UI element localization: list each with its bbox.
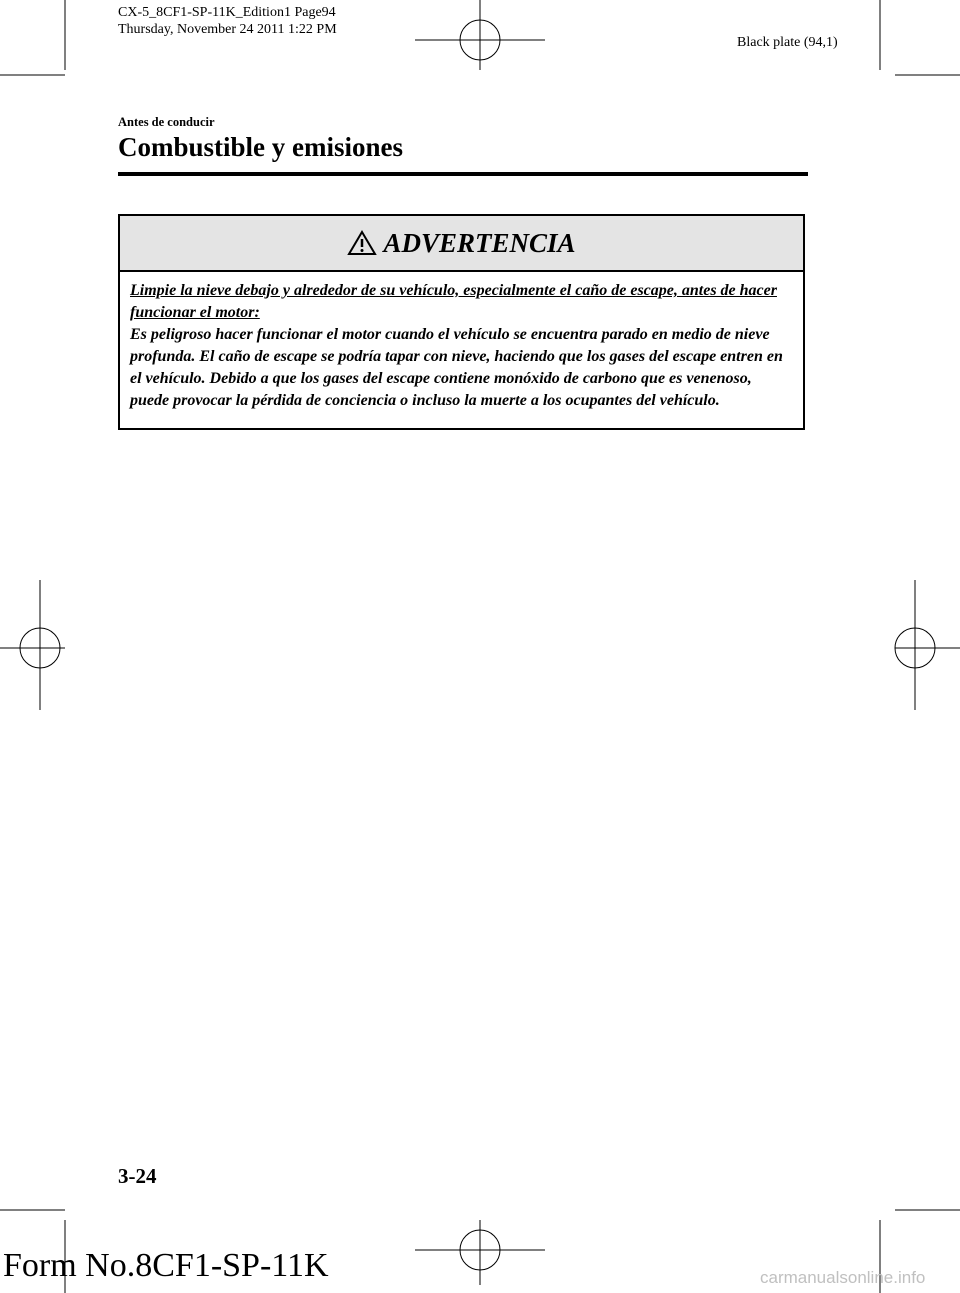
warning-header bbox=[120, 216, 803, 272]
warning-body bbox=[120, 272, 803, 412]
title-rule bbox=[118, 172, 808, 176]
warning-lead-text: Limpie la nieve debajo y alrededor de su vehículo, especialmente el caño de escape, antes de hacer funcionar el motor: bbox=[130, 282, 777, 321]
warning-body-text: Es peligroso hacer funcionar el motor cuando el vehículo se encuentra parado en medio de nieve profunda. El caño de escape se podría tapar con nieve, haciendo que los gases del escape entren en el vehículo. Debido a que los gases del escape contiene monóxido de carbono que es venenoso, puede provocar la pérdida de conciencia o incluso la muerte a los ocupantes del vehículo. bbox=[130, 326, 783, 409]
print-date-line: Thursday, November 24 2011 1:22 PM bbox=[118, 22, 337, 37]
page-title: Combustible y emisiones bbox=[118, 132, 404, 162]
warning-triangle-icon bbox=[347, 230, 377, 256]
watermark: carmanualsonline.info bbox=[760, 1268, 926, 1287]
form-number: Form No.8CF1-SP-11K bbox=[3, 1247, 329, 1284]
section-label: Antes de conducir bbox=[118, 115, 215, 129]
print-file-line: CX-5_8CF1-SP-11K_Edition1 Page94 bbox=[118, 5, 336, 20]
page-number: 3-24 bbox=[118, 1164, 157, 1188]
plate-label: Black plate (94,1) bbox=[737, 35, 838, 50]
warning-box bbox=[118, 214, 805, 430]
warning-heading: ADVERTENCIA bbox=[383, 227, 576, 258]
